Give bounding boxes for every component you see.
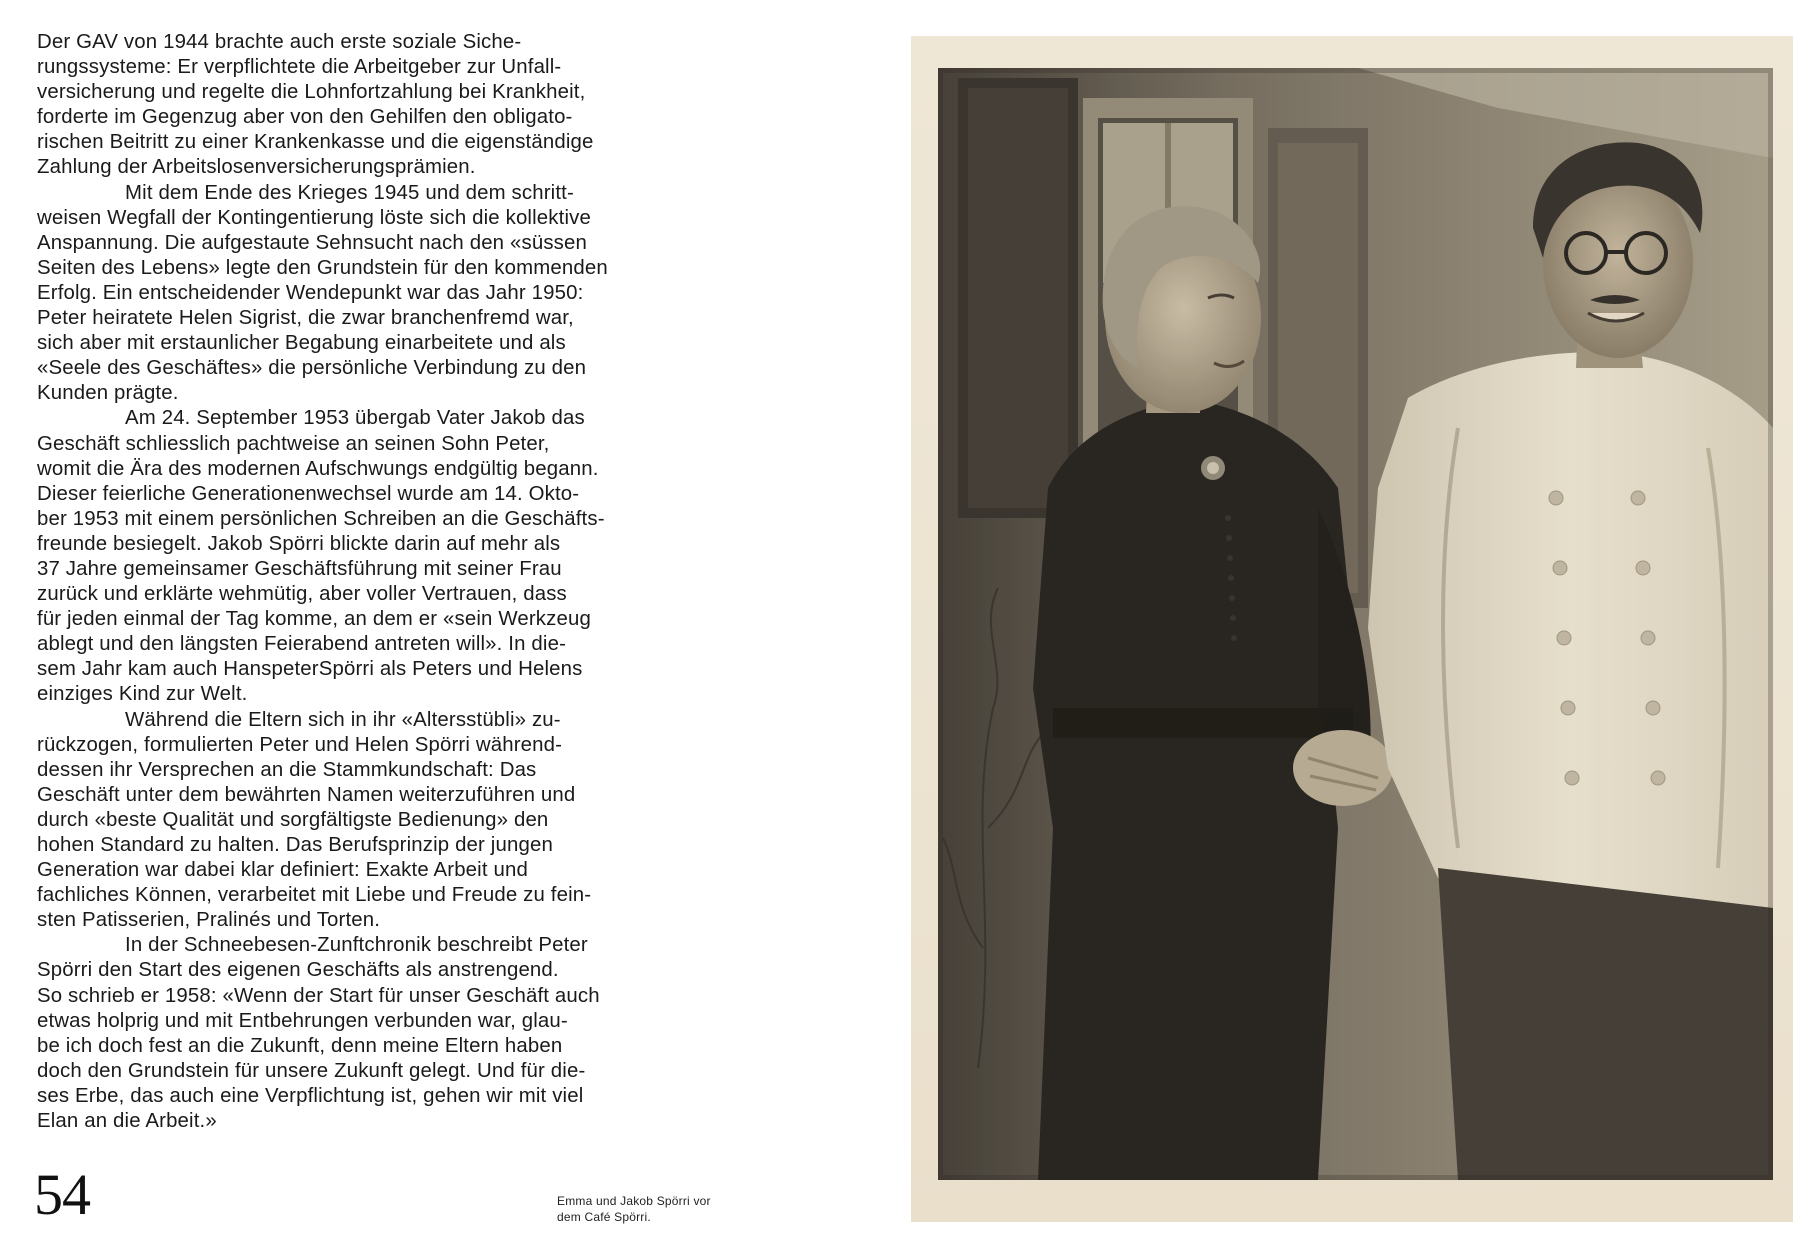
text-line: etwas holprig und mit Entbehrungen verbunden war, glau- <box>37 1009 568 1032</box>
text-line: doch den Grundstein für unsere Zukunft gelegt. Und für die- <box>37 1059 586 1082</box>
text-line: weisen Wegfall der Kontingentierung löste sich die kollektive <box>37 206 591 229</box>
text-line: 37 Jahre gemeinsamer Geschäftsführung mit seiner Frau <box>37 557 562 580</box>
text-line: «Seele des Geschäftes» die persönliche Verbindung zu den <box>37 357 587 380</box>
body-text <box>37 30 645 1134</box>
text-line: Peter heiratete Helen Sigrist, die zwar branchenfremd war, <box>37 307 574 330</box>
text-line: Kunden prägte. <box>37 382 179 405</box>
text-line: rückzogen, formulierten Peter und Helen Spörri während- <box>37 733 563 756</box>
text-line: Spörri den Start des eigenen Geschäfts als anstrengend. <box>37 959 559 982</box>
text-line: sten Patisserien, Pralinés und Torten. <box>37 909 381 932</box>
text-line: sem Jahr kam auch HanspeterSpörri als Peters und Helens <box>37 658 583 681</box>
text-line: fachliches Können, verarbeitet mit Liebe und Freude zu fein- <box>37 884 592 907</box>
text-line: Erfolg. Ein entscheidender Wendepunkt war das Jahr 1950: <box>37 281 584 304</box>
text-line: ses Erbe, das auch eine Verpflichtung ist, gehen wir mit viel <box>37 1084 584 1107</box>
text-line: So schrieb er 1958: «Wenn der Start für unser Geschäft auch <box>37 984 600 1007</box>
text-line: rungssysteme: Er verpflichtete die Arbeitgeber zur Unfall- <box>37 56 562 79</box>
historic-photograph <box>938 68 1773 1180</box>
text-line: sich aber mit erstaunlicher Begabung einarbeitete und als <box>37 332 566 355</box>
text-line: In der Schneebesen-Zunftchronik beschreibt Peter <box>125 934 588 957</box>
text-line: Elan an die Arbeit.» <box>37 1110 217 1133</box>
caption-line-1: Emma und Jakob Spörri vor <box>557 1194 711 1208</box>
text-line: ber 1953 mit einem persönlichen Schreiben an die Geschäfts- <box>37 507 605 530</box>
text-line: hohen Standard zu halten. Das Berufsprinzip der jungen <box>37 834 553 856</box>
photo-caption <box>557 1193 711 1225</box>
text-line: freunde besiegelt. Jakob Spörri blickte darin auf mehr als <box>37 532 561 555</box>
text-line: Zahlung der Arbeitslosenversicherungsprämien. <box>37 156 476 179</box>
text-line: Geschäft schliesslich pachtweise an seinen Sohn Peter, <box>37 432 550 455</box>
text-line: Der GAV von 1944 brachte auch erste soziale Siche- <box>37 31 522 53</box>
text-line: Während die Eltern sich in ihr «Altersstübli» zu- <box>125 708 561 731</box>
text-line: Geschäft unter dem bewährten Namen weiterzuführen und <box>37 783 576 806</box>
text-line: einziges Kind zur Welt. <box>37 683 248 706</box>
text-line: rischen Beitritt zu einer Krankenkasse und die eigenständige <box>37 131 594 154</box>
text-line: Dieser feierliche Generationenwechsel wurde am 14. Okto- <box>37 482 580 505</box>
text-line: Seiten des Lebens» legte den Grundstein für den kommenden <box>37 256 608 279</box>
text-line: Mit dem Ende des Krieges 1945 und dem schritt- <box>125 181 574 204</box>
text-line: ablegt und den längsten Feierabend antreten will». In die- <box>37 633 567 656</box>
photo-illustration <box>938 68 1773 1180</box>
text-line: für jeden einmal der Tag komme, an dem er «sein Werkzeug <box>37 608 591 631</box>
text-line: Generation war dabei klar definiert: Exakte Arbeit und <box>37 859 528 882</box>
text-line: dessen ihr Versprechen an die Stammkundschaft: Das <box>37 758 537 781</box>
text-line: durch «beste Qualität und sorgfältigste Bedienung» den <box>37 808 549 831</box>
text-line: Am 24. September 1953 übergab Vater Jakob das <box>125 407 585 430</box>
text-line: be ich doch fest an die Zukunft, denn meine Eltern haben <box>37 1034 563 1057</box>
page-number: 54 <box>34 1162 90 1227</box>
text-line: zurück und erklärte wehmütig, aber voller Vertrauen, dass <box>37 583 567 606</box>
photo-mount <box>911 36 1793 1222</box>
text-line: forderte im Gegenzug aber von den Gehilfen den obligato- <box>37 106 573 129</box>
left-page <box>0 0 907 1252</box>
caption-line-2: dem Café Spörri. <box>557 1210 651 1224</box>
text-line: versicherung und regelte die Lohnfortzahlung bei Krankheit, <box>37 81 586 104</box>
text-line: Anspannung. Die aufgestaute Sehnsucht nach den «süssen <box>37 231 587 254</box>
text-line: womit die Ära des modernen Aufschwungs endgültig begann. <box>37 457 599 480</box>
